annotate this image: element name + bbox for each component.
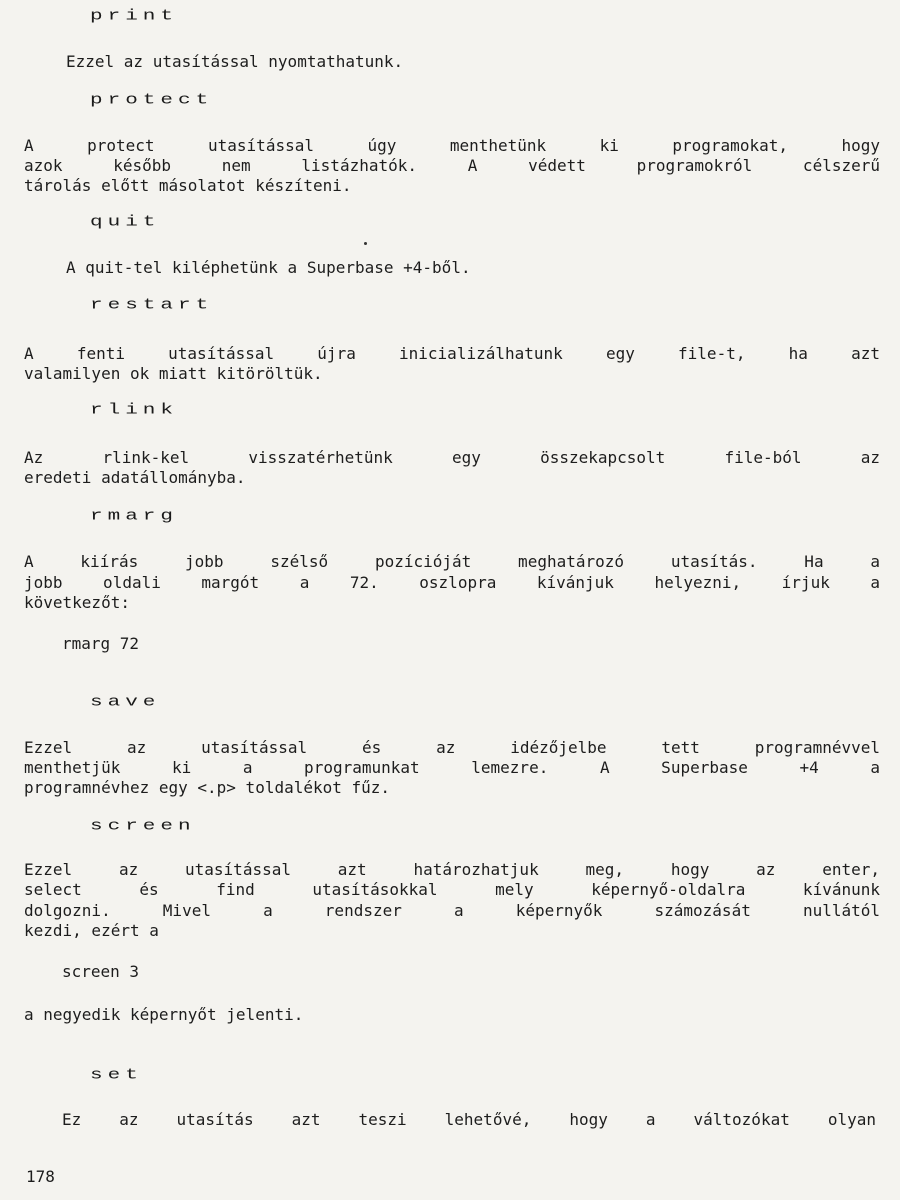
heading-restart: restart [90, 297, 214, 314]
ink-speck [364, 242, 367, 245]
paragraph-line: tárolás előtt másolatot készíteni. [24, 176, 352, 195]
paragraph-line: valamilyen ok miatt kitöröltük. [24, 364, 323, 383]
paragraph-line: a negyedik képernyőt jelenti. [24, 1005, 304, 1024]
paragraph-line: azok később nem listázhatók. A védett programokról célszerű [24, 156, 880, 175]
paragraph-line: programnévhez egy <.p> toldalékot fűz. [24, 778, 391, 797]
paragraph-line: dolgozni. Mivel a rendszer a képernyők számozását nullától [24, 901, 880, 920]
paragraph-line: Ezzel az utasítással nyomtathatunk. [66, 52, 404, 71]
code-example: rmarg 72 [62, 634, 140, 653]
heading-rmarg: rmarg [90, 508, 179, 525]
paragraph-line: A quit-tel kiléphetünk a Superbase +4-ből. [66, 258, 471, 277]
heading-screen: screen [90, 818, 196, 835]
code-example: screen 3 [62, 962, 140, 981]
paragraph-line: Ez az utasítás azt teszi lehetővé, hogy a változókat olyan [62, 1110, 876, 1129]
paragraph-line: kezdi, ezért a [24, 921, 159, 940]
paragraph-line: következőt: [24, 593, 130, 612]
heading-print: print [90, 8, 179, 25]
paragraph-line: menthetjük ki a programunkat lemezre. A Superbase +4 a [24, 758, 880, 777]
paragraph-line: jobb oldali margót a 72. oszlopra kívánjuk helyezni, írjuk a [24, 573, 880, 592]
paragraph-line: Ezzel az utasítással és az idézőjelbe tett programnévvel [24, 738, 880, 757]
paragraph-line: A protect utasítással úgy menthetünk ki programokat, hogy [24, 136, 880, 155]
heading-quit: quit [90, 214, 161, 231]
heading-save: save [90, 694, 161, 711]
heading-set: set [90, 1067, 143, 1084]
page-number: 178 [26, 1167, 55, 1186]
paragraph-line: Az rlink-kel visszatérhetünk egy összekapcsolt file-ból az [24, 448, 880, 467]
paragraph-line: A fenti utasítással újra inicializálhatunk egy file-t, ha azt [24, 344, 880, 363]
paragraph-line: Ezzel az utasítással azt határozhatjuk meg, hogy az enter, [24, 860, 880, 879]
paragraph-line: A kiírás jobb szélső pozícióját meghatározó utasítás. Ha a [24, 552, 880, 571]
heading-rlink: rlink [90, 402, 179, 419]
heading-protect: protect [90, 92, 214, 109]
paragraph-line: eredeti adatállományba. [24, 468, 246, 487]
paragraph-line: select és find utasításokkal mely képernyő-oldalra kívánunk [24, 880, 880, 899]
